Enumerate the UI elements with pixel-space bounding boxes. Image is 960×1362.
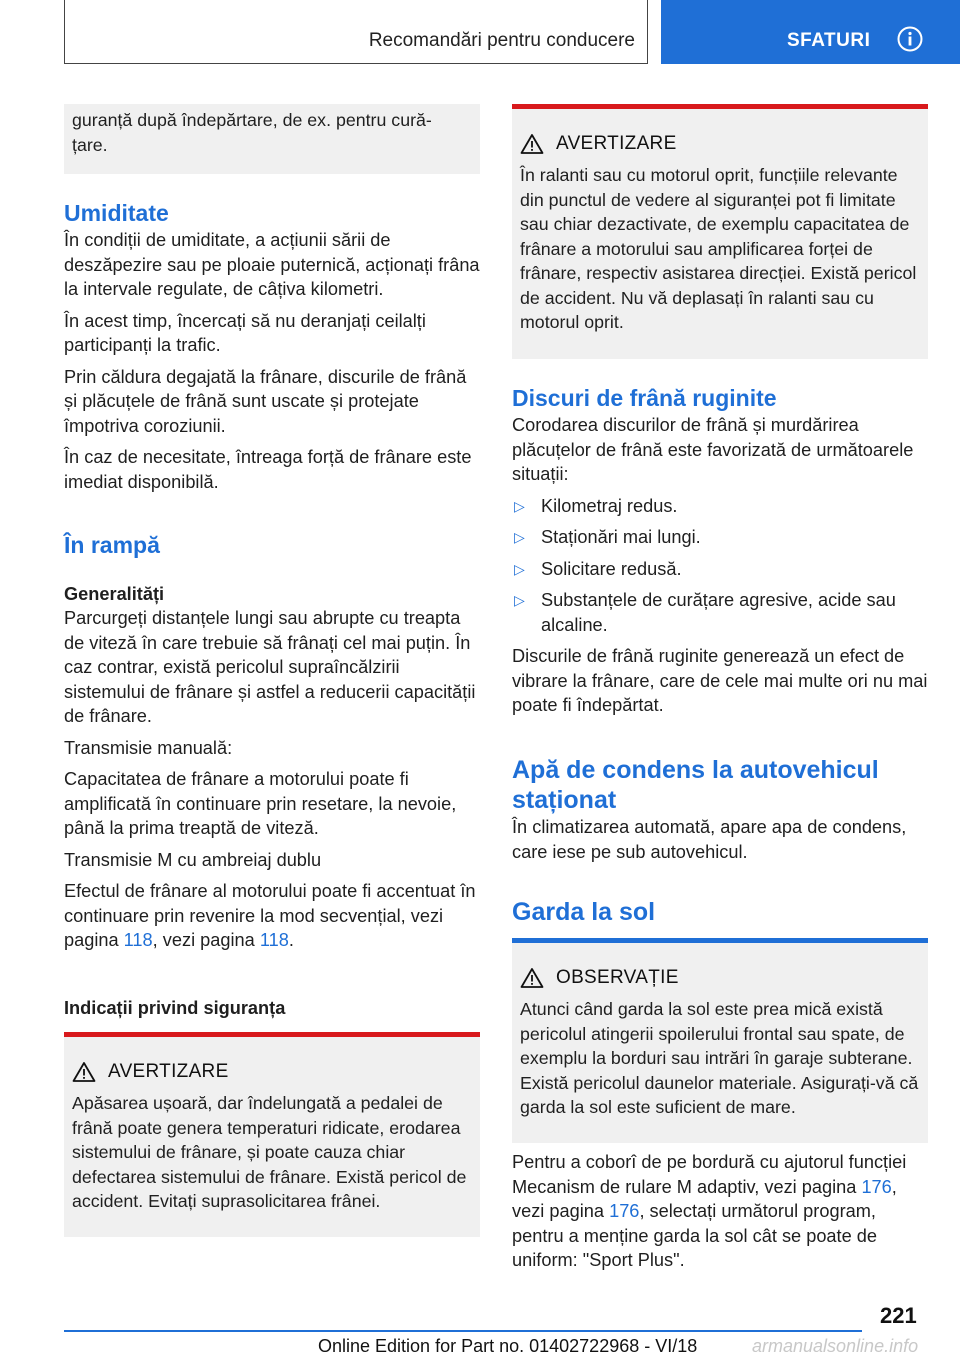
rampa-p5-text-c: . xyxy=(288,930,294,950)
footer-divider xyxy=(64,1330,862,1332)
heading-generalitati: Generalități xyxy=(64,584,165,604)
list-item xyxy=(512,494,928,519)
discuri-intro: Corodarea discurilor de frână și murdărirea plăcuțelor de frână este favorizată de următoarele situații: xyxy=(512,415,914,484)
page-link-176-b[interactable]: 176 xyxy=(609,1201,640,1221)
note-title xyxy=(520,967,920,989)
rampa-p5-text-b: , vezi pagina xyxy=(152,930,260,950)
list-item-text: Solicitare redusă. xyxy=(541,558,682,579)
list-item xyxy=(512,557,928,582)
umiditate-p2: În acest timp, încercați să nu deranjați ceilalți participanți la trafic. xyxy=(64,310,426,355)
list-item-text: Staționări mai lungi. xyxy=(541,527,701,547)
warning-title-right xyxy=(520,133,920,155)
heading-garda: Garda la sol xyxy=(512,898,656,926)
warning-triangle-icon xyxy=(520,133,544,155)
list-item xyxy=(512,588,928,637)
page-link-176-a[interactable]: 176 xyxy=(861,1176,892,1197)
continued-text: guranță după îndepărtare, de ex. pentru cură- țare. xyxy=(72,110,432,155)
umiditate-p4: În caz de necesitate, întreaga forță de frânare este imediat disponibilă. xyxy=(64,447,472,492)
triangle-bullet-icon: ▷ xyxy=(514,497,525,514)
section-rampa xyxy=(64,530,480,960)
garda-text-a: Pentru a coborî de pe bordură cu ajutorul funcției Mecanism de rulare M adaptiv, vezi pagina xyxy=(512,1152,907,1197)
list-item-text: Substanțele de curățare agresive, acide sau alcaline. xyxy=(541,590,896,635)
page-link-118-b[interactable]: 118 xyxy=(259,930,289,950)
header-section-tab xyxy=(64,0,648,64)
note-text: Atunci când garda la sol este prea mică există pericolul atingerii spoilerului frontal sau spate, de exemplu la borduri sau intrări în garaje subterane. Există pericolul daunelor materiale. Asigurați-vă că garda la sol este suficient de mare. xyxy=(520,999,919,1117)
garda-text-c: , selectați următorul program, pentru a menține garda la sol cât se poate de uniform: "Sport Plus". xyxy=(512,1201,878,1270)
triangle-bullet-icon: ▷ xyxy=(514,529,525,545)
warning-box-right xyxy=(512,104,928,359)
triangle-bullet-icon: ▷ xyxy=(514,560,525,577)
heading-rampa: În rampă xyxy=(64,532,160,558)
discuri-outro: Discurile de frână ruginite generează un efect de vibrare la frânare, care de cele mai multe ori nu mai poate fi îndepărtat. xyxy=(512,646,928,715)
warning-box-left xyxy=(64,1032,480,1237)
chapter-label: SFATURI xyxy=(787,30,871,51)
umiditate-p3: Prin căldura degajată la frânare, discurile de frână și plăcuțele de frână sunt uscate și protejate împotriva coroziunii. xyxy=(64,366,467,436)
warning-label-left: AVERTIZARE xyxy=(108,1061,229,1082)
list-item xyxy=(512,525,928,550)
umiditate-p1: În condiții de umiditate, a acțiunii sării de deszăpezire sau pe ploaie puternică, acționați frâna la intervale regulate, de câțiva kilometri. xyxy=(64,230,480,299)
warning-triangle-icon xyxy=(72,1061,96,1083)
footer-edition: Online Edition for Part no. 01402722968 - VI/18 xyxy=(318,1336,698,1356)
page-link-118-a[interactable]: 118 xyxy=(123,930,153,950)
heading-discuri: Discuri de frână ruginite xyxy=(512,385,777,411)
warning-triangle-icon xyxy=(520,967,544,989)
heading-condens: Apă de condens la autovehicul staționat xyxy=(512,756,879,814)
watermark: armanualsonline.info xyxy=(752,1336,919,1356)
info-circle-icon xyxy=(897,26,923,52)
heading-umiditate: Umiditate xyxy=(64,200,169,226)
garda-text-b: , vezi pagina xyxy=(512,1176,897,1221)
warning-title-left xyxy=(72,1061,472,1083)
list-item-text: Kilometraj redus. xyxy=(541,495,678,516)
rampa-p4: Transmisie M cu ambreiaj dublu xyxy=(64,849,322,870)
warning-label-right: AVERTIZARE xyxy=(556,133,677,154)
discuri-list xyxy=(512,494,928,638)
header-chapter-tab[interactable] xyxy=(661,0,960,64)
page-number: 221 xyxy=(880,1303,917,1328)
note-box xyxy=(512,938,928,1143)
garda-text xyxy=(512,1150,928,1273)
section-discuri xyxy=(512,383,928,725)
heading-safety: Indicații privind siguranța xyxy=(64,998,286,1018)
warning-text-right: În ralanti sau cu motorul oprit, funcțiile relevante din punctul de vedere al siguranței pot fi limitate sau chiar dezactivate, de exemplu capacitatea de frânare a motorului sau amplificarea forței de frânare, respectiv asistarea direcției. Există pericol de accident. Nu vă deplasați în ralanti sau cu motorul oprit. xyxy=(520,165,917,332)
section-title: Recomandări pentru conducere xyxy=(368,29,635,51)
rampa-p5 xyxy=(64,879,480,953)
triangle-bullet-icon: ▷ xyxy=(514,592,525,608)
warning-text-left: Apăsarea ușoară, dar îndelungată a pedalei de frână poate genera temperaturi ridicate, erodarea sistemului de frânare, și poate cauza chiar defectarea sistemului de frânare. Există pericol de accident. Evitați suprasolicitarea frânei. xyxy=(72,1093,467,1211)
section-condens xyxy=(512,755,928,871)
rampa-p3: Capacitatea de frânare a motorului poate fi amplificată în continuare prin resetare, la nevoie, până la prima treaptă de viteză. xyxy=(64,769,457,838)
rampa-p2: Transmisie manuală: xyxy=(64,737,233,758)
rampa-p5-text-a: Efectul de frânare al motorului poate fi accentuat în continuare prin revenire la mod secvențial, vezi pagina xyxy=(64,881,476,950)
rampa-p1: Parcurgeți distanțele lungi sau abrupte cu treapta de viteză în care trebuie să frânați cel mai puțin. În caz contrar, există pericolul supraîncălzirii sistemului de frânare și astfel a reducerii capacității de frânare. xyxy=(64,608,476,726)
note-label: OBSERVAȚIE xyxy=(556,967,679,988)
section-umiditate xyxy=(64,198,480,501)
continued-box xyxy=(64,104,480,174)
condens-text: În climatizarea automată, apare apa de condens, care iese pe sub autovehicul. xyxy=(512,817,907,862)
